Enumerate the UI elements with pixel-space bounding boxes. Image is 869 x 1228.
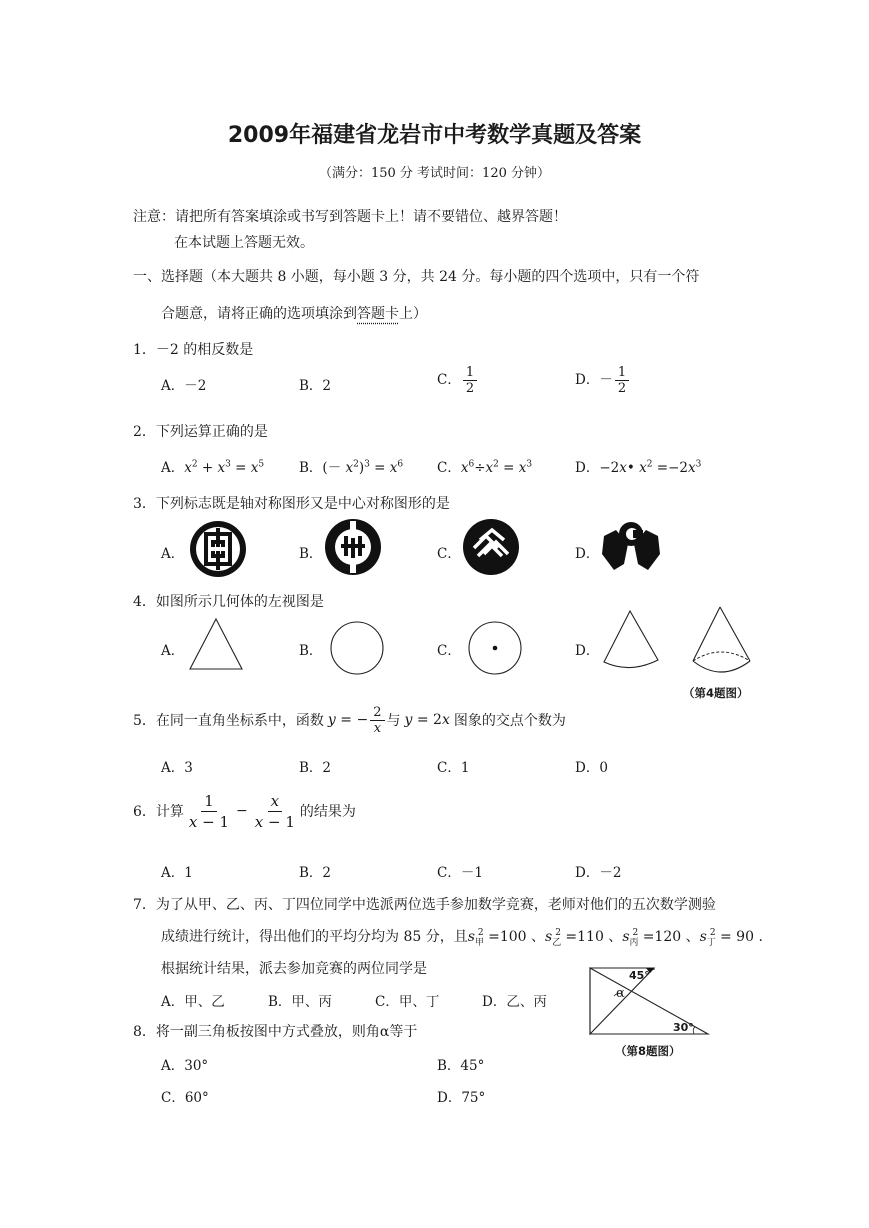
q5-stem: 5．在同一直角坐标系中，函数 y = − $\frac{2}{x}$ 与 y = 2x 图象的交点个数为 [133, 704, 566, 736]
q6-option-a: A．1 [161, 865, 193, 881]
notice-line-1: 注意：请把所有答案填涂或书写到答题卡上！请不要错位、越界答题！ [133, 209, 567, 225]
q5-option-d: D．0 [575, 760, 608, 776]
q7-option-b: B．甲、丙 [268, 994, 332, 1010]
q1-option-b: B．2 [299, 378, 332, 394]
q4-stem: 4．如图所示几何体的左视图是 [133, 594, 324, 610]
page-title: 2009年福建省龙岩市中考数学真题及答案 [227, 123, 642, 148]
q4-figure-caption: （第4题图） [683, 686, 749, 700]
q8-option-c: C．60° [161, 1090, 209, 1106]
china-mobile-logo-icon [462, 518, 520, 576]
q1-option-d-label: D．－ [575, 372, 613, 388]
abc-logo-icon [324, 518, 382, 576]
q1-fraction-d [615, 365, 629, 396]
fraction-denominator: 2 [465, 381, 475, 396]
q7-option-a: A．甲、乙 [161, 994, 225, 1010]
q6-option-b: B．2 [299, 865, 332, 881]
q5-option-a: A．3 [161, 760, 193, 776]
q1-stem: 1．－2 的相反数是 [133, 342, 254, 358]
cone-solid-icon [690, 605, 754, 677]
q1-option-a: A．－2 [161, 378, 207, 394]
triangle-view-icon [188, 618, 244, 670]
q4-option-b: B． [299, 643, 323, 659]
angle-30-label: 30° [673, 1021, 694, 1034]
answer-sheet-emphasis: 答题卡 [357, 306, 399, 322]
q8-stem: 8．将一副三角板按图中方式叠放，则角α等于 [133, 1024, 418, 1040]
section-1-text-c: 上） [399, 306, 427, 322]
q5-stem-c: 图象的交点个数为 [453, 713, 566, 729]
q5-option-c: C．1 [437, 760, 470, 776]
q2-option-d: D．−2x• $x^2 =-2x^3$ [575, 459, 702, 476]
q1-option-d [575, 365, 631, 396]
circle-with-center-view-icon [467, 620, 523, 676]
q2-option-c: C．$x^6\div x^2 = x^3$ [437, 459, 533, 476]
q6-option-c: C．－1 [437, 865, 483, 881]
q7-option-c: C．甲、丁 [375, 994, 440, 1010]
q3-option-a: A． [161, 546, 185, 562]
q3-option-b: B． [299, 546, 323, 562]
fraction-numerator: 1 [463, 365, 477, 381]
q6-stem-a: 6．计算 [133, 804, 184, 820]
circle-view-icon [329, 620, 385, 676]
q3-stem: 3．下列标志既是轴对称图形又是中心对称图形的是 [133, 496, 450, 512]
icbc-logo-icon [189, 520, 247, 578]
q6-fraction-1: $\frac{1}{x - 1}$ [188, 791, 230, 831]
q7-stem-line-2: 成绩进行统计，得出他们的平均分均为 85 分，且$s_甲^2 =100$ 、$s_乙^2 =110$ 、$s_丙^2 =120$ 、$s_丁^2 = 90$ . [161, 928, 763, 948]
exam-info: （满分：150 分 考试时间：120 分钟） [318, 166, 551, 181]
bank-logo-icon [600, 520, 662, 572]
section-1-text-a: 合题意，请将正确的选项填涂到 [161, 306, 357, 322]
fraction-denominator: 2 [617, 381, 627, 396]
alpha-label: α [616, 986, 625, 1001]
q7-stem-line-3: 根据统计结果，派去参加竞赛的两位同学是 [161, 961, 427, 977]
section-1-heading-cont [161, 303, 427, 323]
section-1-heading: 一、选择题（本大题共 8 小题，每小题 3 分，共 24 分。每小题的四个选项中，只有一个符 [133, 269, 700, 285]
q2-option-a: A．$x^2 + x^3 = x^5$ [161, 459, 265, 476]
q2-option-c-label: C． [437, 460, 461, 476]
q7-stem-line-2-text: 成绩进行统计，得出他们的平均分均为 85 分，且 [161, 929, 468, 945]
q5-stem-a: 5．在同一直角坐标系中，函数 [133, 713, 324, 729]
q1-option-c-label: C． [437, 372, 461, 388]
q3-option-c: C． [437, 546, 461, 562]
fraction-numerator: 1 [615, 365, 629, 381]
q4-option-d: D． [575, 643, 600, 659]
q4-option-c: C． [437, 643, 461, 659]
q8-option-a: A．30° [161, 1058, 209, 1074]
q2-option-b: B．(－ $x^2)^3 = x^6$ [299, 459, 404, 476]
q4-option-a: A． [161, 643, 185, 659]
q6-stem-b: 的结果为 [299, 804, 356, 820]
q6-option-d: D．－2 [575, 865, 622, 881]
notice-line-2: 在本试题上答题无效。 [174, 235, 314, 251]
sector-view-icon [602, 610, 660, 672]
q5-stem-b: 与 [386, 713, 401, 729]
q5-fraction: $\frac{2}{x}$ [370, 705, 384, 736]
q6-stem: 6．计算 $\frac{1}{x - 1}$ − $\frac{x}{x - 1}$ 的结果为 [133, 791, 356, 831]
q1-fraction-c [463, 365, 477, 396]
q8-option-d: D．75° [437, 1090, 486, 1106]
q6-fraction-2: $\frac{x}{x - 1}$ [254, 791, 295, 831]
q2-option-d-label: D． [575, 460, 600, 476]
q8-figure-caption: （第8题图） [615, 1044, 681, 1058]
q7-option-d: D．乙、丙 [482, 994, 547, 1010]
q3-option-d: D． [575, 546, 600, 562]
q7-stem-line-1: 7．为了从甲、乙、丙、丁四位同学中选派两位选手参加数学竞赛，老师对他们的五次数学测验 [133, 897, 716, 913]
q2-option-b-label: B． [299, 460, 323, 476]
q2-stem: 2．下列运算正确的是 [133, 424, 268, 440]
q5-option-b: B．2 [299, 760, 332, 776]
q8-option-b: B．45° [437, 1058, 485, 1074]
q1-option-c [437, 365, 479, 396]
q2-option-a-label: A． [161, 460, 185, 476]
angle-45-label: 45° [629, 969, 650, 982]
